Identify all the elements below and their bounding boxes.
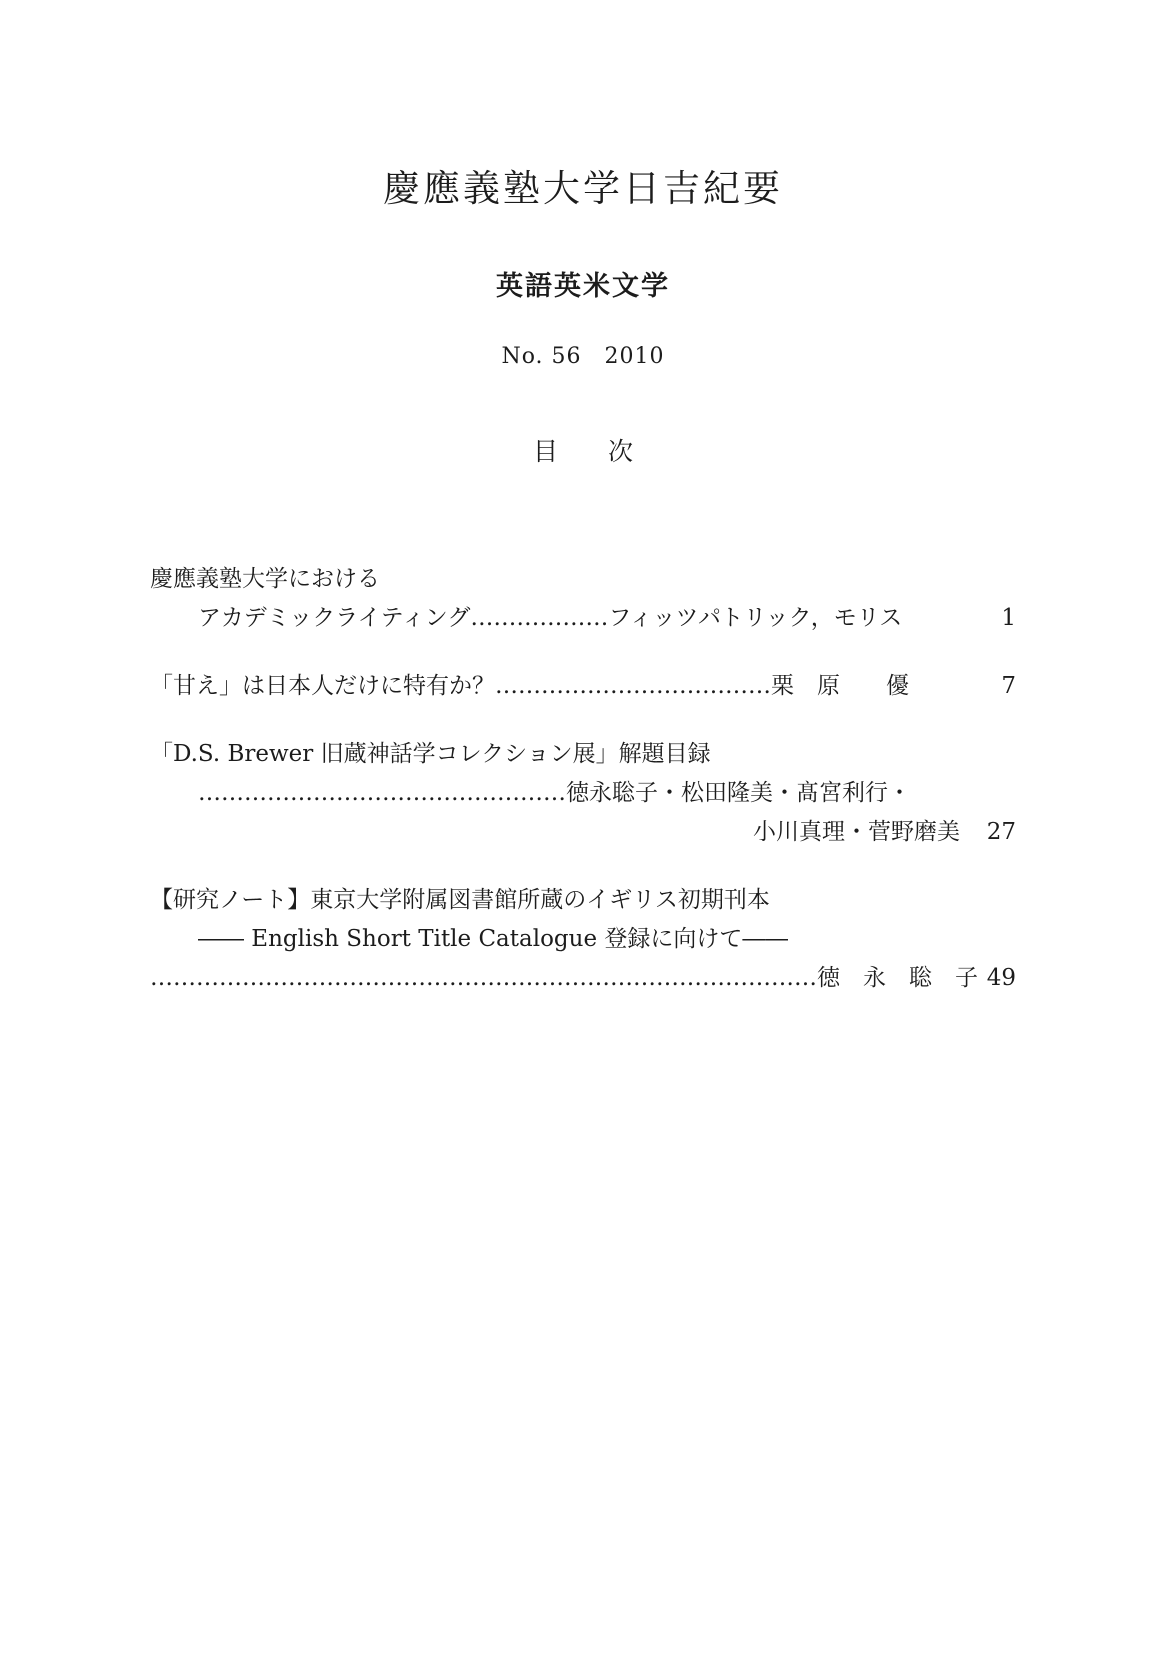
toc-entry-authors: 小川真理・菅野磨美 [753, 819, 960, 845]
page-number: 27 [986, 819, 1016, 845]
toc-line [150, 813, 1016, 852]
toc-entry-3 [150, 735, 1016, 852]
page-title: 慶應義塾大学日吉紀要 [383, 167, 783, 210]
toc-entry-2 [150, 667, 1016, 706]
journal-subtitle: 英語英米文学 [496, 271, 670, 302]
toc-entry-title-authors: 「甘え」は日本人だけに特有か？………………………………栗 原 優 [150, 673, 909, 699]
toc-line [150, 959, 1016, 998]
toc-line [150, 774, 1016, 813]
page-number: 7 [1001, 673, 1016, 699]
toc-heading: 目 次 [532, 437, 633, 466]
page-number: 49 [986, 965, 1016, 991]
toc-entry-title: 【研究ノート】東京大学附属図書館所蔵のイギリス初期刊本 [150, 887, 770, 913]
toc-line [150, 599, 1016, 638]
table-of-contents [150, 560, 1016, 998]
issue-number: No. 56 2010 [501, 344, 665, 369]
toc-entry-title-authors: アカデミックライティング………………フィッツパトリック，モリス [198, 605, 903, 631]
toc-entry-subtitle: ―― English Short Title Catalogue 登録に向けて―― [198, 926, 789, 952]
toc-entry-authors: …………………………………………徳永聡子・松田隆美・髙宮利行・ [198, 780, 911, 806]
toc-entry-4 [150, 881, 1016, 998]
toc-line [150, 920, 1016, 959]
toc-entry-title: 「D.S. Brewer 旧蔵神話学コレクション展」解題目録 [150, 741, 711, 767]
toc-entry-1 [150, 560, 1016, 638]
toc-line [150, 560, 1016, 599]
toc-entry-title: 慶應義塾大学における [150, 566, 380, 592]
toc-line [150, 667, 1016, 706]
toc-line [150, 881, 1016, 920]
toc-entry-authors: ……………………………………………………………………………徳 永 聡 子 [150, 965, 978, 991]
page-number: 1 [1001, 605, 1016, 631]
toc-line [150, 735, 1016, 774]
